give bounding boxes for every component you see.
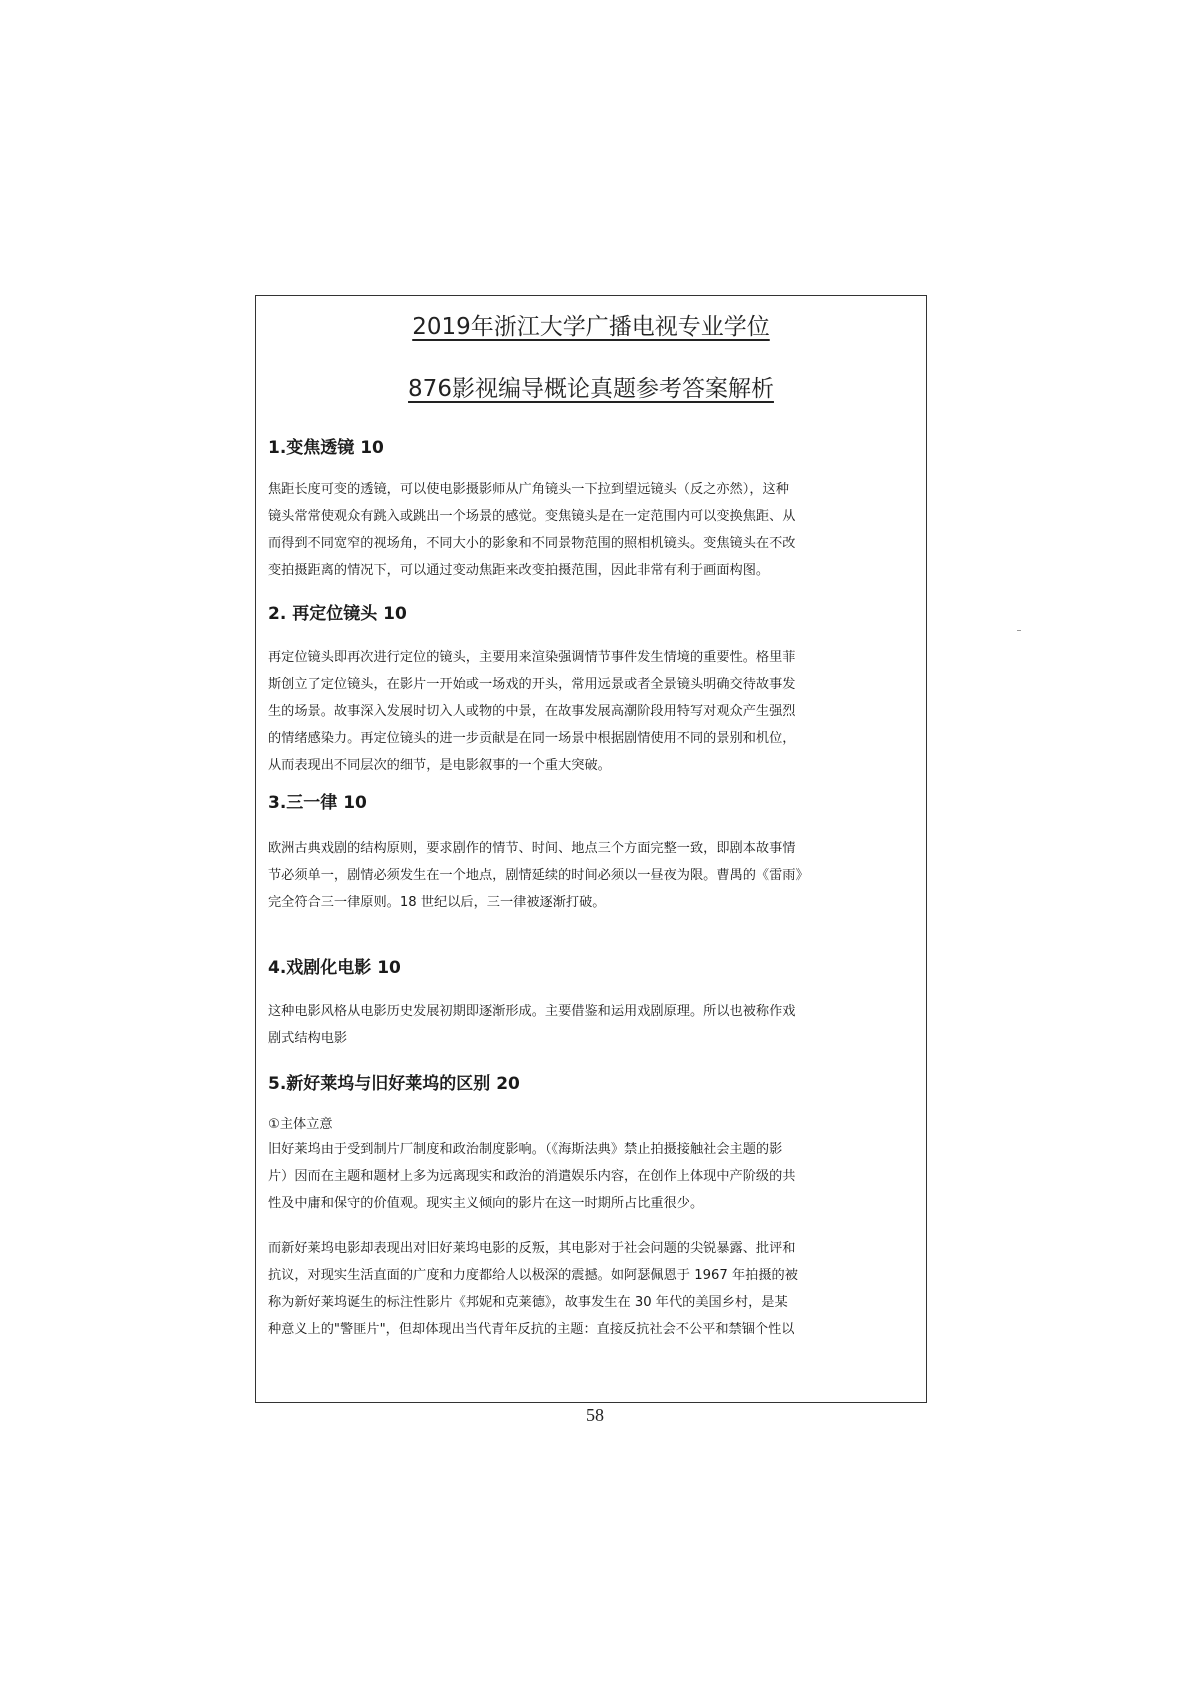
text-line: 称为新好莱坞诞生的标注性影片《邦妮和克莱德》，故事发生在 30 年代的美国乡村，是某 <box>268 1295 788 1310</box>
section-heading-5: 5.新好莱坞与旧好莱坞的区别 20 <box>268 1074 520 1094</box>
page-frame <box>255 295 927 1403</box>
text-line: 旧好莱坞由于受到制片厂制度和政治制度影响。（《海斯法典》禁止拍摄接触社会主题的影 <box>268 1142 783 1157</box>
text-line: 而得到不同宽窄的视场角，不同大小的影象和不同景物范围的照相机镜头。变焦镜头在不改 <box>268 536 796 551</box>
text-line: 完全符合三一律原则。18 世纪以后，三一律被逐渐打破。 <box>268 895 606 910</box>
text-line: 这种电影风格从电影历史发展初期即逐渐形成。主要借鉴和运用戏剧原理。所以也被称作戏 <box>268 1004 796 1019</box>
text-line: 欧洲古典戏剧的结构原则，要求剧作的情节、时间、地点三个方面完整一致，即剧本故事情 <box>268 841 796 856</box>
title-line-1: 2019年浙江大学广播电视专业学位 <box>412 314 770 340</box>
section-heading-2: 2. 再定位镜头 10 <box>268 604 407 624</box>
section-body-1 <box>268 476 914 584</box>
text-line: 再定位镜头即再次进行定位的镜头，主要用来渲染强调情节事件发生情境的重要性。格里菲 <box>268 650 796 665</box>
text-line: 片）因而在主题和题材上多为远离现实和政治的消遣娱乐内容，在创作上体现中产阶级的共 <box>268 1169 796 1184</box>
text-line: 斯创立了定位镜头，在影片一开始或一场戏的开头，常用远景或者全景镜头明确交待故事发 <box>268 677 796 692</box>
section-body-5b <box>268 1235 914 1343</box>
scan-speck <box>1017 630 1021 631</box>
text-line: 抗议，对现实生活直面的广度和力度都给人以极深的震撼。如阿瑟佩恩于 1967 年拍摄的被 <box>268 1268 798 1283</box>
text-line: 而新好莱坞电影却表现出对旧好莱坞电影的反叛，其电影对于社会问题的尖锐暴露、批评和 <box>268 1241 796 1256</box>
page-number: 58 <box>586 1405 604 1425</box>
section-body-3 <box>268 835 914 916</box>
text-line: 的情绪感染力。再定位镜头的进一步贡献是在同一场景中根据剧情使用不同的景别和机位， <box>268 731 796 746</box>
section-body-2 <box>268 644 914 779</box>
section-heading-4: 4.戏剧化电影 10 <box>268 958 401 978</box>
text-line: 性及中庸和保守的价值观。现实主义倾向的影片在这一时期所占比重很少。 <box>268 1196 704 1211</box>
text-line: 从而表现出不同层次的细节，是电影叙事的一个重大突破。 <box>268 758 611 773</box>
text-line: 变拍摄距离的情况下，可以通过变动焦距来改变拍摄范围，因此非常有利于画面构图。 <box>268 563 770 578</box>
title-line-2: 876影视编导概论真题参考答案解析 <box>408 376 774 402</box>
section-body-4 <box>268 998 914 1052</box>
section-body-5a <box>268 1136 914 1217</box>
text-line: 剧式结构电影 <box>268 1031 348 1046</box>
text-line: 焦距长度可变的透镜，可以使电影摄影师从广角镜头一下拉到望远镜头（反之亦然），这种 <box>268 482 789 497</box>
section-heading-1: 1.变焦透镜 10 <box>268 438 384 458</box>
text-line: 节必须单一，剧情必须发生在一个地点，剧情延续的时间必须以一昼夜为限。曹禺的《雷雨》 <box>268 868 809 883</box>
text-line: 生的场景。故事深入发展时切入人或物的中景，在故事发展高潮阶段用特写对观众产生强烈 <box>268 704 796 719</box>
section-heading-3: 3.三一律 10 <box>268 793 367 813</box>
text-line: 镜头常常使观众有跳入或跳出一个场景的感觉。变焦镜头是在一定范围内可以变换焦距、从 <box>268 509 796 524</box>
section-subheading-5: ①主体立意 <box>268 1117 333 1132</box>
text-line: 种意义上的"警匪片"，但却体现出当代青年反抗的主题：直接反抗社会不公平和禁锢个性以 <box>268 1322 795 1337</box>
